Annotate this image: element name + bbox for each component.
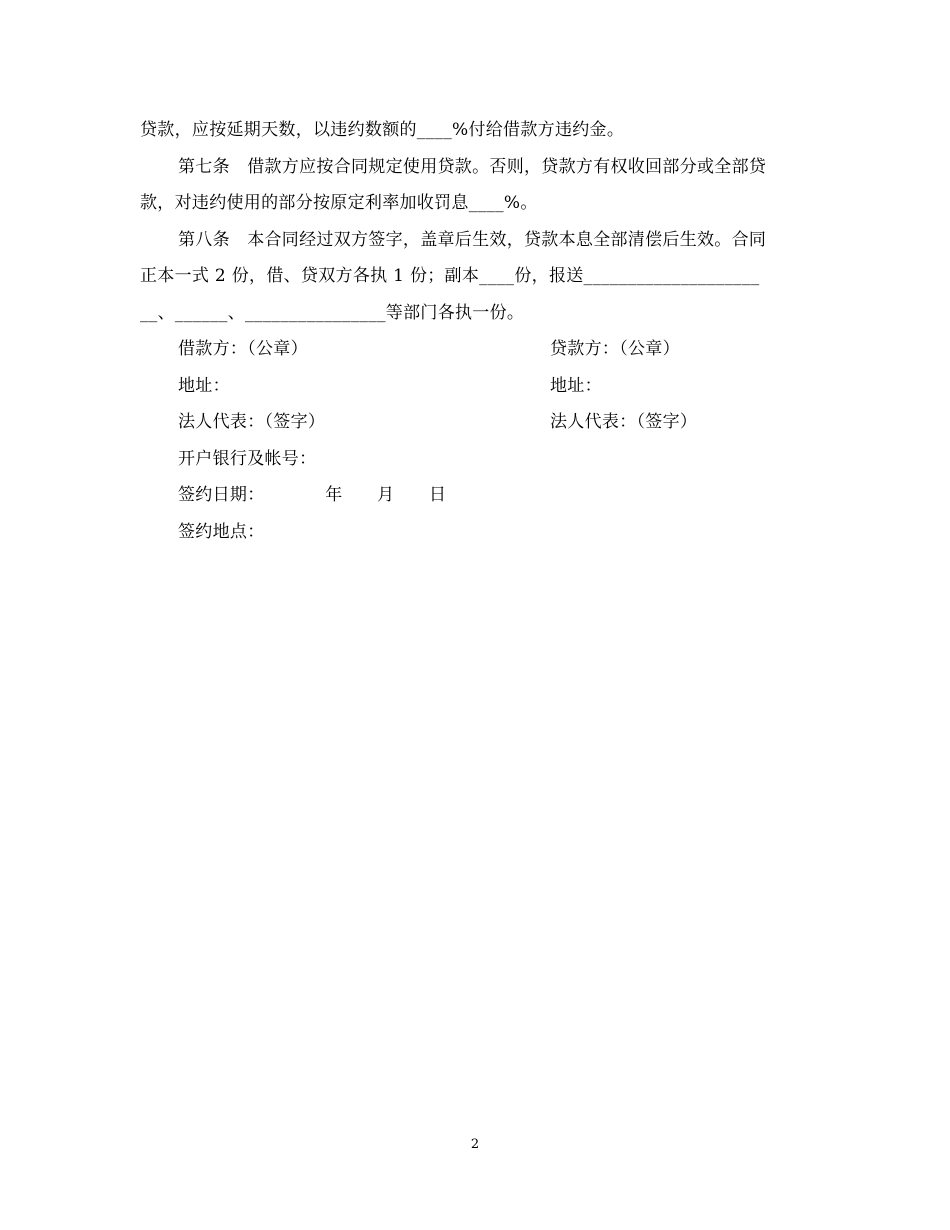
article-8-line-2: 正本一式 2 份，借、贷双方各执 1 份；副本____份，报送____________________ [140,266,760,286]
borrower-representative-label: 法人代表：（签字） [178,412,326,432]
lender-seal-label: 贷款方：（公章） [550,339,680,359]
article-7-line-1: 第七条 借款方应按合同规定使用贷款。否则，贷款方有权收回部分或全部贷 [178,157,767,177]
signing-date-label: 签约日期： 年 月 日 [178,485,447,505]
borrower-seal-label: 借款方：（公章） [178,339,308,359]
lender-representative-label: 法人代表：（签字） [550,412,698,432]
lender-address-label: 地址： [550,376,602,396]
article-7-line-2: 款，对违约使用的部分按原定利率加收罚息____%。 [140,193,538,213]
signing-place-label: 签约地点： [178,522,265,542]
article-8-line-3: __、______、________________等部门各执一份。 [140,303,525,323]
borrower-address-label: 地址： [178,376,230,396]
body-line-1: 贷款，应按延期天数，以违约数额的____%付给借款方违约金。 [140,120,625,140]
page-number: 2 [470,1137,480,1152]
article-8-line-1: 第八条 本合同经过双方签字，盖章后生效，贷款本息全部清偿后生效。合同 [178,230,767,250]
bank-account-label: 开户银行及帐号： [178,449,317,469]
